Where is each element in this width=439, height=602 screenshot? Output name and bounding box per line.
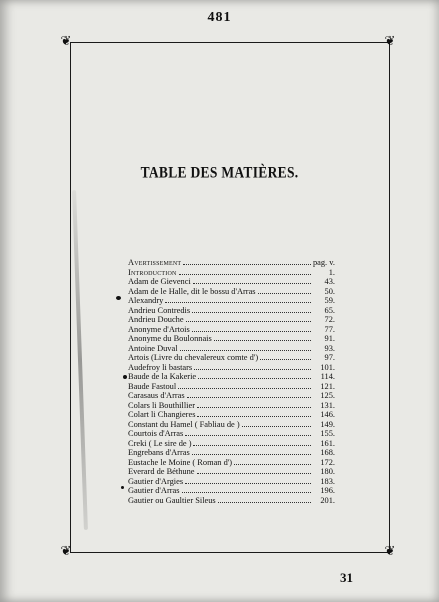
toc-entry-page: 131. [320, 400, 335, 410]
toc-entry [128, 344, 335, 354]
toc-entry-label: Carasaus d'Arras [128, 391, 185, 400]
toc-entry-page: 59. [324, 296, 335, 305]
toc-entry-label: Adam de le Halle, dit le bossu d'Arras [128, 286, 256, 296]
toc-leader-dots [185, 477, 311, 484]
toc-entry-label: Andrieu Douche [128, 315, 184, 324]
toc-leader-dots [193, 277, 311, 284]
toc-entry [128, 496, 335, 506]
page-number: 481 [207, 10, 232, 25]
toc-entry [128, 477, 335, 487]
fleuron-ornament-top-right: ❦ [384, 33, 396, 48]
toc-entry-page: 168. [320, 448, 335, 457]
toc-entry-label: Constant du Hamel ( Fabliau de ) [128, 419, 240, 429]
signature-mark: 31 [340, 570, 353, 585]
toc-leader-dots [218, 496, 311, 503]
toc-leader-dots [197, 410, 311, 417]
toc-entry-label: Gautier ou Gaultier Sileus [128, 495, 216, 505]
toc-entry [128, 287, 335, 297]
toc-leader-dots [180, 344, 311, 351]
toc-leader-dots [192, 448, 311, 455]
toc-entry [128, 372, 335, 382]
toc-entry-label: Everard de Béthune [128, 467, 195, 476]
toc-entry-page: 50. [324, 286, 335, 296]
toc-leader-dots [193, 439, 311, 446]
toc-entry-label: Courtois d'Arras [128, 429, 184, 438]
toc-entry [128, 325, 335, 335]
toc-entry-label: Creki ( Le sire de ) [128, 438, 192, 448]
toc-leader-dots [197, 467, 311, 474]
toc-leader-dots [187, 391, 311, 398]
toc-entry-page: 125. [320, 391, 335, 400]
ink-mark [123, 375, 127, 379]
toc-entry [128, 315, 335, 325]
table-of-contents [128, 258, 335, 505]
toc-entry-label: Baude de la Kakerie [128, 372, 197, 381]
toc-entry-page: 146. [320, 410, 335, 419]
toc-entry-label: Alexandry [128, 296, 164, 305]
toc-leader-dots [260, 353, 311, 360]
toc-entry [128, 429, 335, 439]
toc-entry [128, 306, 335, 316]
toc-entry-page: 161. [320, 438, 335, 448]
toc-leader-dots [192, 306, 311, 313]
toc-entry [128, 258, 335, 268]
toc-entry [128, 268, 335, 278]
toc-entry [128, 467, 335, 477]
toc-entry-page: 114. [320, 372, 335, 381]
toc-leader-dots [183, 258, 311, 265]
toc-leader-dots [258, 287, 311, 294]
toc-entry-label: Gautier d'Argies [128, 476, 184, 486]
toc-entry [128, 448, 335, 458]
toc-entry [128, 401, 335, 411]
toc-entry-label: Avertissement [128, 258, 182, 267]
toc-entry-page: 155. [320, 429, 335, 438]
fleuron-ornament-bottom-left: ❦ [60, 543, 72, 558]
toc-entry-page: 149. [320, 419, 335, 429]
toc-entry-page: 183. [320, 476, 335, 486]
toc-entry-label: Eustache le Moine ( Roman d') [128, 457, 233, 467]
toc-entry [128, 439, 335, 449]
toc-leader-dots [242, 420, 311, 427]
toc-leader-dots [186, 315, 311, 322]
toc-leader-dots [194, 363, 311, 370]
toc-entry [128, 410, 335, 420]
toc-entry-label: Adam de Gievenci [128, 277, 191, 286]
toc-entry-page: 77. [324, 324, 335, 334]
toc-entry [128, 334, 335, 344]
toc-entry-label: Colars li Bouthillier [128, 400, 195, 410]
toc-entry-label: Colart li Changieres [128, 410, 196, 419]
ink-mark [121, 486, 124, 489]
fleuron-ornament-bottom-right: ❦ [384, 543, 396, 558]
toc-leader-dots [234, 458, 311, 465]
toc-entry-page: 93. [324, 343, 335, 353]
toc-entry [128, 296, 335, 306]
toc-entry-page: 121. [320, 381, 335, 391]
toc-entry-label: Andrieu Contredis [128, 305, 191, 315]
toc-entry [128, 363, 335, 373]
toc-leader-dots [192, 325, 311, 332]
toc-leader-dots [165, 296, 311, 303]
toc-entry-page: 201. [320, 495, 335, 505]
fleuron-ornament-top-left: ❦ [60, 33, 72, 48]
toc-entry-page: 196. [320, 486, 335, 495]
toc-leader-dots [178, 382, 311, 389]
toc-entry [128, 353, 335, 363]
toc-entry [128, 458, 335, 468]
toc-entry [128, 486, 335, 496]
toc-entry-label: Anonyme du Boulonnais [128, 334, 212, 343]
toc-leader-dots [179, 268, 311, 275]
toc-entry-page: 101. [320, 362, 335, 372]
toc-entry [128, 420, 335, 430]
toc-entry-page: 180. [320, 467, 335, 476]
toc-leader-dots [182, 486, 311, 493]
toc-entry-label: Engrebans d'Arras [128, 448, 190, 457]
toc-entry-page: 97. [324, 353, 335, 362]
toc-entry-label: Antoine Duval [128, 343, 178, 353]
toc-entry [128, 277, 335, 287]
toc-entry-label: Anonyme d'Artois [128, 324, 190, 334]
toc-entry-page: 91. [324, 334, 335, 343]
toc-entry-label: Gautier d'Arras [128, 486, 180, 495]
ink-mark [116, 296, 121, 300]
toc-leader-dots [198, 372, 311, 379]
toc-entry-page: 65. [324, 305, 335, 315]
toc-entry-label: Audefroy li bastars [128, 362, 193, 372]
toc-leader-dots [197, 401, 311, 408]
toc-leader-dots [214, 334, 311, 341]
page-title: TABLE DES MATIÈRES. [140, 163, 299, 182]
toc-entry [128, 391, 335, 401]
toc-entry-page: 172. [320, 457, 335, 467]
toc-entry-label: Introduction [128, 267, 177, 277]
toc-leader-dots [185, 429, 311, 436]
toc-entry [128, 382, 335, 392]
toc-entry-label: Baude Fastoul [128, 381, 177, 391]
toc-entry-page: 1. [328, 267, 335, 277]
toc-entry-page: pag. v. [312, 258, 335, 267]
toc-entry-page: 72. [324, 315, 335, 324]
toc-entry-page: 43. [324, 277, 335, 286]
toc-entry-label: Artois (Livre du chevalereux comte d') [128, 353, 259, 362]
